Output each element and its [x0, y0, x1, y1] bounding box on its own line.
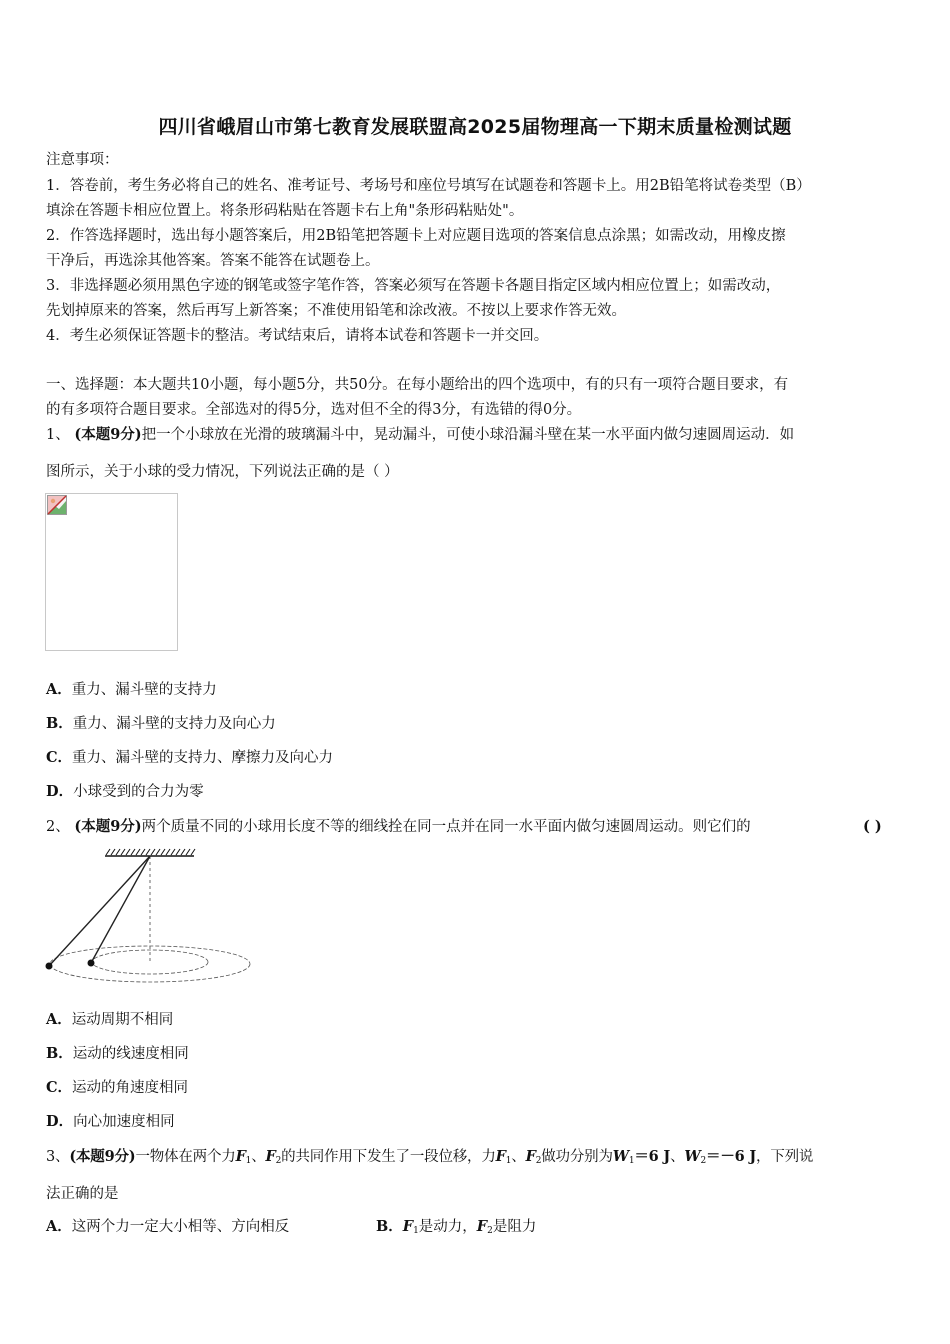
notice-line-2: 填涂在答题卡相应位置上。将条形码粘贴在答题卡右上角"条形码粘贴处"。 [46, 203, 524, 219]
notice-line-4: 干净后，再选涂其他答案。答案不能答在试题卷上。 [46, 253, 380, 269]
q1-score: (本题9分) [74, 426, 142, 443]
q3-number: 3、 [46, 1149, 70, 1165]
q2-option-b[interactable]: B．运动的线速度相同 [46, 1045, 189, 1062]
q1-stem-line-1 [46, 425, 908, 445]
notice-line-3: 2．作答选择题时，选出每小题答案后，用2B铅笔把答题卡上对应题目选项的答案信息点涂黑；如需改动，用橡皮擦 [46, 228, 786, 244]
q1-number: 1、 [46, 427, 70, 443]
q3-stem-line-1: 3、(本题9分)一物体在两个力$F_1$、$F_2$的共同作用下发生了一段位移，力$F_1$、$F_2$做功分别为$W_1=6$ J、$W_2=-6$ J，下列说 [46, 1148, 814, 1166]
notice-line-1: 1．答卷前，考生务必将自己的姓名、准考证号、考场号和座位号填写在试题卷和答题卡上。用2B铅笔将试卷类型（B） [46, 178, 811, 194]
notice-line-6: 先划掉原来的答案，然后再写上新答案；不准使用铅笔和涂改液。不按以上要求作答无效。 [46, 303, 626, 319]
q3-score: (本题9分) [69, 1148, 136, 1165]
section-line-1: 一、选择题：本大题共10小题，每小题5分，共50分。在每小题给出的四个选项中，有的只有一项符合题目要求，有 [46, 377, 789, 393]
notice-line-5: 3．非选择题必须用黑色字迹的钢笔或签字笔作答，答案必须写在答题卡各题目指定区域内相应位置上；如需改动， [46, 278, 781, 294]
q2-option-d[interactable]: D．向心加速度相同 [46, 1113, 175, 1130]
q2-text: 两个质量不同的小球用长度不等的细线拴在同一点并在同一水平面内做匀速圆周运动。则它们的 [141, 819, 751, 835]
q3-stem-line-2: 法正确的是 [46, 1186, 119, 1202]
q3-option-b[interactable]: B．$F_1$是动力，$F_2$是阻力 [376, 1218, 537, 1236]
q1-figure-placeholder [45, 493, 178, 651]
q1-text-1: 把一个小球放在光滑的玻璃漏斗中，晃动漏斗，可使小球沿漏斗壁在某一水平面内做匀速圆周运动．如 [141, 427, 795, 443]
q1-option-d[interactable]: D．小球受到的合力为零 [46, 783, 204, 800]
q2-option-c[interactable]: C．运动的角速度相同 [46, 1079, 189, 1096]
q3-option-a[interactable]: A．这两个力一定大小相等、方向相反 [46, 1218, 290, 1235]
q2-score: (本题9分) [74, 818, 142, 835]
notice-heading: 注意事项： [46, 152, 119, 168]
q2-answer-paren: ( ) [863, 818, 882, 835]
q1-stem-line-2: 图所示，关于小球的受力情况，下列说法正确的是（ ） [46, 464, 399, 480]
q2-option-a[interactable]: A．运动周期不相同 [46, 1011, 174, 1028]
broken-image-icon [47, 495, 67, 519]
q1-option-b[interactable]: B．重力、漏斗壁的支持力及向心力 [46, 715, 276, 732]
q2-conical-pendulum-figure [40, 842, 260, 991]
page-title: 四川省峨眉山市第七教育发展联盟高2025届物理高一下期末质量检测试题 [158, 116, 792, 138]
notice-line-7: 4．考生必须保证答题卡的整洁。考试结束后，请将本试卷和答题卡一并交回。 [46, 328, 549, 344]
q1-option-a[interactable]: A．重力、漏斗壁的支持力 [46, 681, 217, 698]
q2-number: 2、 [46, 819, 70, 835]
q2-stem [46, 817, 908, 837]
section-line-2: 的有多项符合题目要求。全部选对的得5分，选对但不全的得3分，有选错的得0分。 [46, 402, 582, 418]
q1-option-c[interactable]: C．重力、漏斗壁的支持力、摩擦力及向心力 [46, 749, 334, 766]
